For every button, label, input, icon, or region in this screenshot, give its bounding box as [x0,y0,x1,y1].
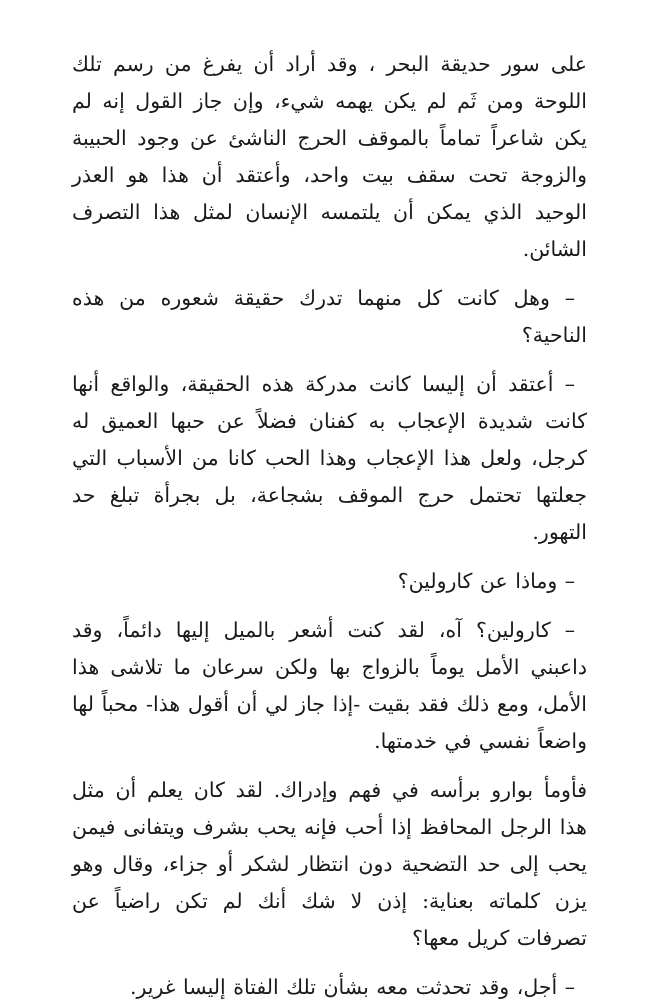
paragraph-dialogue: – كارولين؟ آه، لقد كنت أشعر بالميل إليها دائماً، وقد داعبني الأمل يوماً بالزواج بها ولكن سرعان ما تلاشى هذا الأمل، ومع ذلك فقد بقيت -إذا جاز لي أن أقول هذا- محباً لها واضعاً نفسي في خدمتها. [72,618,587,753]
paragraph-dialogue: – وهل كانت كل منهما تدرك حقيقة شعوره من هذه الناحية؟ [72,286,587,347]
paragraph-dialogue: – أعتقد أن إليسا كانت مدركة هذه الحقيقة، والواقع أنها كانت شديدة الإعجاب به كفنان فضلاً عن حبها العميق له كرجل، ولعل هذا الإعجاب وهذا الحب كانا من الأسباب التي جعلتها تحتمل حرج الموقف بشجاعة، بل بجرأة تبلغ حد التهور. [72,372,587,544]
paragraph-dialogue: – وماذا عن كارولين؟ [397,569,575,593]
paragraph-dialogue: – أجل، وقد تحدثت معه بشأن تلك الفتاة إليسا غرير. [129,975,575,999]
paragraph-narration: فأومأ بوارو برأسه في فهم وإدراك. لقد كان يعلم أن مثل هذا الرجل المحافظ إذا أحب فإنه يحب بشرف ويتفانى فيمن يحب إلى حد التضحية دون انتظار لشكر أو جزاء، وقال وهو يزن كلماته بعناية: إذن لا شك أنك لم تكن راضياً عن تصرفات كريل معها؟ [72,778,587,950]
paragraph-narration: على سور حديقة البحر ، وقد أراد أن يفرغ من رسم تلك اللوحة ومن ثَم لم يكن يهمه شيء، وإن جاز القول إنه لم يكن شاعراً تماماً بالموقف الحرج الناشئ عن وجود الحبيبة والزوجة تحت سقف بيت واحد، وأعتقد أن هذا هو العذر الوحيد الذي يمكن أن يلتمسه الإنسان لمثل هذا التصرف الشائن. [72,52,587,261]
